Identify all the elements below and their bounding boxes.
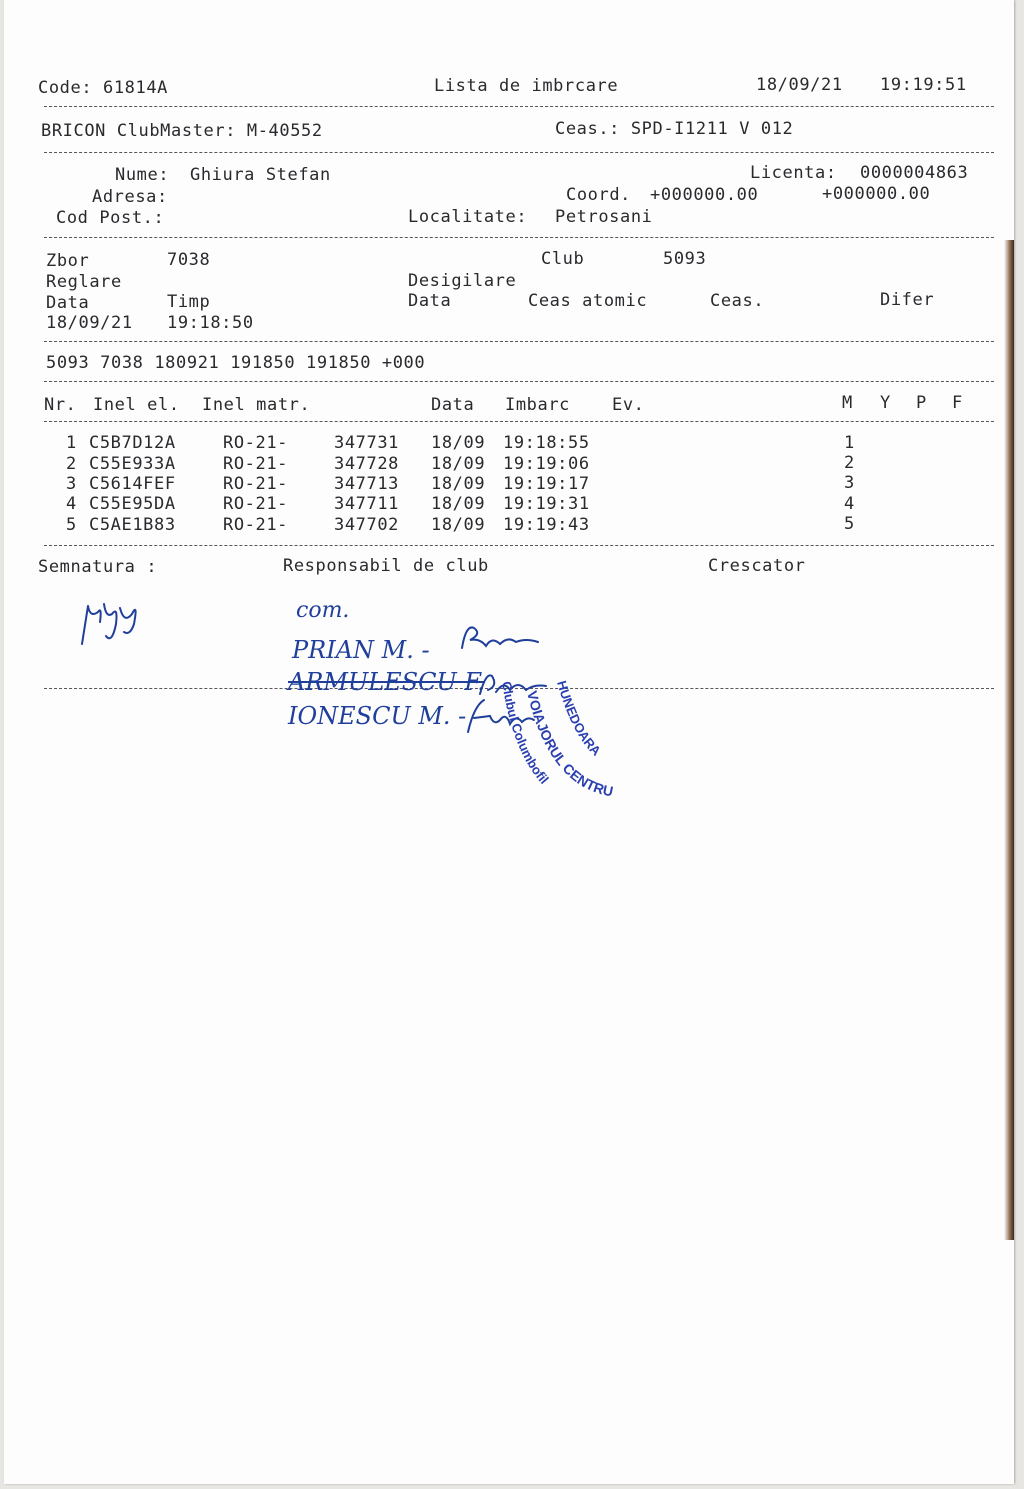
row-date: 18/09 bbox=[431, 494, 486, 514]
licence-label: Licenta: bbox=[750, 163, 837, 183]
row-number: 347702 bbox=[334, 515, 400, 535]
flight-number: 7038 bbox=[167, 250, 211, 270]
locality: Petrosani bbox=[555, 207, 653, 227]
row-number: 347728 bbox=[334, 454, 400, 474]
col-date: Data bbox=[431, 395, 475, 415]
row-time: 19:19:17 bbox=[503, 474, 590, 494]
row-m: 5 bbox=[844, 514, 855, 534]
document-code: Code: 61814A bbox=[38, 78, 169, 98]
row-m: 1 bbox=[844, 433, 855, 453]
row-m: 4 bbox=[844, 494, 855, 514]
row-ring-el: C5AE1B83 bbox=[89, 515, 176, 535]
handwritten-signature-1 bbox=[456, 618, 546, 658]
clock-label: Ceas. bbox=[710, 291, 765, 311]
receipt-sheet bbox=[4, 0, 1014, 1484]
row-time: 19:19:43 bbox=[503, 515, 590, 535]
row-time: 19:18:55 bbox=[503, 433, 590, 453]
owner-signature bbox=[72, 584, 152, 654]
stamp-text-inner: HUNEDOARA bbox=[554, 678, 604, 759]
stamp-text-outer: Clubul Columbofil bbox=[499, 680, 552, 787]
row-nr: 1 bbox=[66, 433, 77, 453]
coord-y: +000000.00 bbox=[822, 184, 931, 204]
stamp-text-middle: VOIAJORUL CENTRU bbox=[524, 689, 615, 800]
device-model: BRICON ClubMaster: M-40552 bbox=[41, 121, 323, 141]
flight-label: Zbor bbox=[46, 251, 90, 271]
col-m: M bbox=[842, 393, 853, 413]
atomic-clock-label: Ceas atomic bbox=[528, 291, 648, 311]
club-number: 5093 bbox=[663, 249, 707, 269]
divider bbox=[44, 237, 994, 238]
handwritten-com: com. bbox=[296, 598, 350, 623]
print-date: 18/09/21 bbox=[756, 75, 843, 95]
col-ring-reg: Inel matr. bbox=[202, 395, 311, 415]
owner-name: Ghiura Stefan bbox=[190, 165, 331, 185]
row-ring-el: C55E933A bbox=[89, 454, 176, 474]
name-label: Nume: bbox=[115, 165, 170, 185]
row-prefix: RO-21- bbox=[223, 474, 289, 494]
club-responsible-label: Responsabil de club bbox=[283, 556, 489, 576]
col-boarding: Imbarc bbox=[505, 395, 571, 415]
row-prefix: RO-21- bbox=[223, 433, 289, 453]
setting-date: 18/09/21 bbox=[46, 313, 133, 333]
divider bbox=[44, 341, 994, 342]
breeder-label: Crescator bbox=[708, 556, 806, 576]
row-prefix: RO-21- bbox=[223, 494, 289, 514]
row-date: 18/09 bbox=[431, 433, 486, 453]
address-label: Adresa: bbox=[92, 187, 168, 207]
row-number: 347731 bbox=[334, 433, 400, 453]
row-time: 19:19:06 bbox=[503, 454, 590, 474]
row-number: 347713 bbox=[334, 474, 400, 494]
row-nr: 5 bbox=[66, 515, 77, 535]
divider bbox=[44, 152, 994, 153]
col-ring-el: Inel el. bbox=[93, 395, 180, 415]
row-m: 2 bbox=[844, 453, 855, 473]
row-ring-el: C5B7D12A bbox=[89, 433, 176, 453]
col-y: Y bbox=[880, 393, 891, 413]
divider bbox=[44, 381, 994, 382]
col-nr: Nr. bbox=[44, 395, 77, 415]
coord-label: Coord. bbox=[566, 185, 632, 205]
code-line: 5093 7038 180921 191850 191850 +000 bbox=[46, 353, 426, 373]
signature-label: Semnatura : bbox=[38, 557, 158, 577]
divider bbox=[44, 545, 994, 546]
handwritten-name-3: IONESCU M. - bbox=[288, 702, 467, 730]
document-title: Lista de imbrcare bbox=[434, 76, 619, 96]
row-prefix: RO-21- bbox=[223, 454, 289, 474]
row-time: 19:19:31 bbox=[503, 494, 590, 514]
divider bbox=[44, 421, 994, 422]
col-ev: Ev. bbox=[612, 395, 645, 415]
handwritten-name-1: PRIAN M. - bbox=[292, 636, 430, 664]
coord-x: +000000.00 bbox=[650, 185, 759, 205]
time-label: Timp bbox=[167, 292, 211, 312]
row-prefix: RO-21- bbox=[223, 515, 289, 535]
setting-label: Reglare bbox=[46, 272, 122, 292]
row-ring-el: C5614FEF bbox=[89, 474, 176, 494]
unseal-label: Desigilare bbox=[408, 271, 517, 291]
row-nr: 2 bbox=[66, 454, 77, 474]
divider bbox=[44, 106, 994, 107]
row-ring-el: C55E95DA bbox=[89, 494, 176, 514]
row-date: 18/09 bbox=[431, 454, 486, 474]
row-nr: 3 bbox=[66, 474, 77, 494]
unseal-date-label: Data bbox=[408, 291, 452, 311]
clock-id: Ceas.: SPD-I1211 V 012 bbox=[555, 119, 794, 139]
row-number: 347711 bbox=[334, 494, 400, 514]
col-f: F bbox=[952, 393, 963, 413]
row-m: 3 bbox=[844, 473, 855, 493]
row-nr: 4 bbox=[66, 494, 77, 514]
handwritten-name-2: ARMULESCU F. bbox=[288, 668, 485, 696]
club-label: Club bbox=[541, 249, 585, 269]
print-time: 19:19:51 bbox=[880, 75, 967, 95]
difference-label: Difer bbox=[880, 290, 935, 310]
club-stamp bbox=[482, 672, 652, 852]
licence-number: 0000004863 bbox=[860, 163, 969, 183]
postcode-label: Cod Post.: bbox=[56, 208, 165, 228]
locality-label: Localitate: bbox=[408, 207, 528, 227]
date-label: Data bbox=[46, 293, 90, 313]
row-date: 18/09 bbox=[431, 474, 486, 494]
col-p: P bbox=[916, 393, 927, 413]
paper-edge-shadow bbox=[1004, 240, 1014, 1240]
setting-time: 19:18:50 bbox=[167, 313, 254, 333]
row-date: 18/09 bbox=[431, 515, 486, 535]
